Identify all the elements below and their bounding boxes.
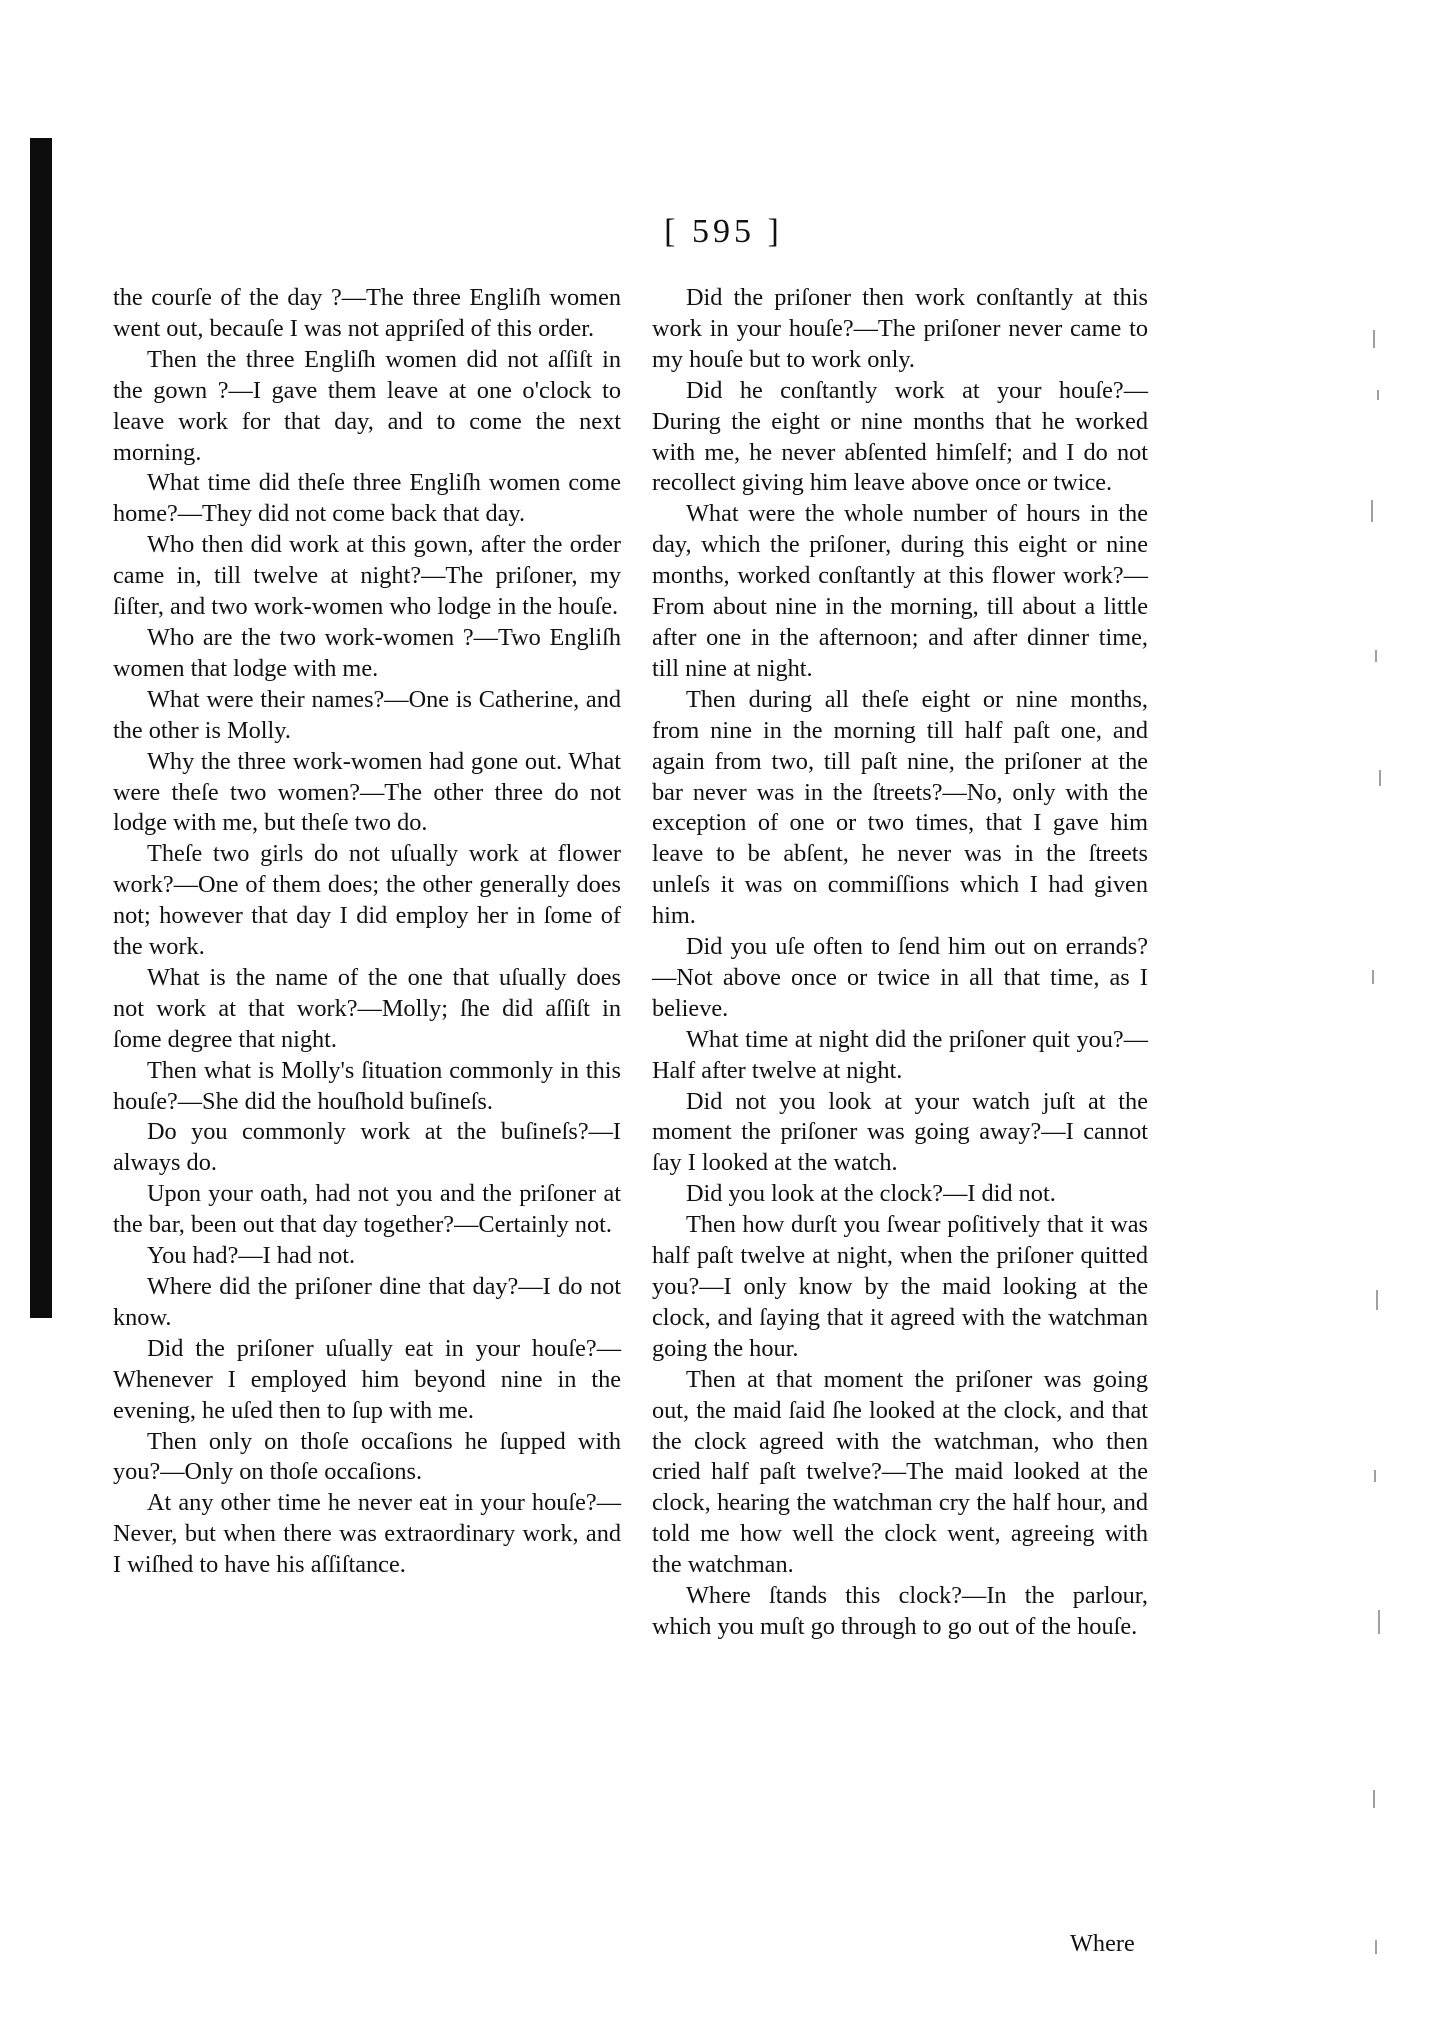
paragraph: Did the priſoner then work conſtantly at this work in your houſe?—The priſoner never came to my houſe but to work only. <box>652 284 1148 373</box>
paragraph: At any other time he never eat in your houſe?—Never, but when there was extraordinary work, and I wiſhed to have his aſſiſtance. <box>113 1489 621 1579</box>
paragraph: Who are the two work-women ?—Two Engliſh women that lodge with me. <box>113 623 621 682</box>
page-edge-marks <box>1369 90 1399 1990</box>
paragraph: Did not you look at your watch juſt at the moment the priſoner was going away?—I cannot ſay I looked at the watch. <box>652 1087 1148 1177</box>
paragraph: What were the whole number of hours in the day, which the priſoner, during this eight or nine months, worked conſtantly at this flower work?—From about nine in the morning, till about a little after one in the afternoon; and after dinner time, till nine at night. <box>652 500 1148 682</box>
paragraph: Did he conſtantly work at your houſe?—During the eight or nine months that he worked with me, he never abſented himſelf; and I do not recollect giving him leave above once or twice. <box>652 376 1148 497</box>
binding-shadow <box>30 138 52 1318</box>
paragraph: Do you commonly work at the buſineſs?—I always do. <box>113 1118 621 1177</box>
paragraph: Then at that moment the priſoner was going out, the maid ſaid ſhe looked at the clock, and that the clock agreed with the watchman, who then cried half paſt twelve?—The maid looked at the clock, hearing the watchman cry the half hour, and told me how well the clock went, agreeing with the watchman. <box>652 1365 1148 1579</box>
paragraph: Did you uſe often to ſend him out on errands?—Not above once or twice in all that time, as I believe. <box>652 933 1148 1022</box>
paragraph: Why the three work-women had gone out. What were theſe two women?—The other three do not lodge with me, but theſe two do. <box>113 747 621 837</box>
paragraph: Did the priſoner uſually eat in your houſe?—Whenever I employed him beyond nine in the evening, he uſed then to ſup with me. <box>113 1334 621 1424</box>
paragraph: What time at night did the priſoner quit you?—Half after twelve at night. <box>652 1025 1148 1084</box>
paragraph: the courſe of the day ?—The three Engliſh women went out, becauſe I was not appriſed of this order. <box>113 284 621 342</box>
paragraph: Who then did work at this gown, after the order came in, till twelve at night?—The priſoner, my ſiſter, and two work-women who lodge in the houſe. <box>113 531 621 621</box>
paragraph: Did you look at the clock?—I did not. <box>686 1180 1056 1208</box>
left-text-column <box>113 283 621 1581</box>
paragraph: What were their names?—One is Catherine, and the other is Molly. <box>113 685 621 744</box>
paragraph: Then only on thoſe occaſions he ſupped with you?—Only on thoſe occaſions. <box>113 1427 621 1486</box>
right-text-column <box>652 283 1148 1643</box>
paragraph: What time did theſe three Engliſh women come home?—They did not come back that day. <box>113 469 621 528</box>
paragraph: Then what is Molly's ſituation commonly in this houſe?—She did the houſhold buſineſs. <box>113 1056 621 1115</box>
paragraph: Theſe two girls do not uſually work at flower work?—One of them does; the other generally does not; however that day I did employ her in ſome of the work. <box>113 840 621 961</box>
paragraph: You had?—I had not. <box>147 1242 356 1270</box>
catchword: Where <box>1070 1930 1135 1957</box>
paragraph: Upon your oath, had not you and the priſoner at the bar, been out that day together?—Certainly not. <box>113 1180 621 1239</box>
paragraph: Then how durſt you ſwear poſitively that it was half paſt twelve at night, when the priſoner quitted you?—I only know by the maid looking at the clock, and ſaying that it agreed with the watchman going the hour. <box>652 1211 1148 1362</box>
paragraph: Where ſtands this clock?—In the parlour, which you muſt go through to go out of the houſe. <box>652 1582 1148 1640</box>
paragraph: Where did the priſoner dine that day?—I do not know. <box>113 1273 621 1331</box>
paragraph: Then during all theſe eight or nine months, from nine in the morning till half paſt one, and again from two, till paſt nine, the priſoner at the bar never was in the ſtreets?—No, only with the exception of one or two times, that I gave him leave to be abſent, he never was in the ſtreets unleſs it was on commiſſions which I had given him. <box>652 685 1148 930</box>
paragraph: What is the name of the one that uſually does not work at that work?—Molly; ſhe did aſſiſt in ſome degree that night. <box>113 963 621 1053</box>
page-number-header: [ 595 ] <box>664 213 783 250</box>
paragraph: Then the three Engliſh women did not aſſiſt in the gown ?—I gave them leave at one o'clock to leave work for that day, and to come the next morning. <box>113 345 621 466</box>
